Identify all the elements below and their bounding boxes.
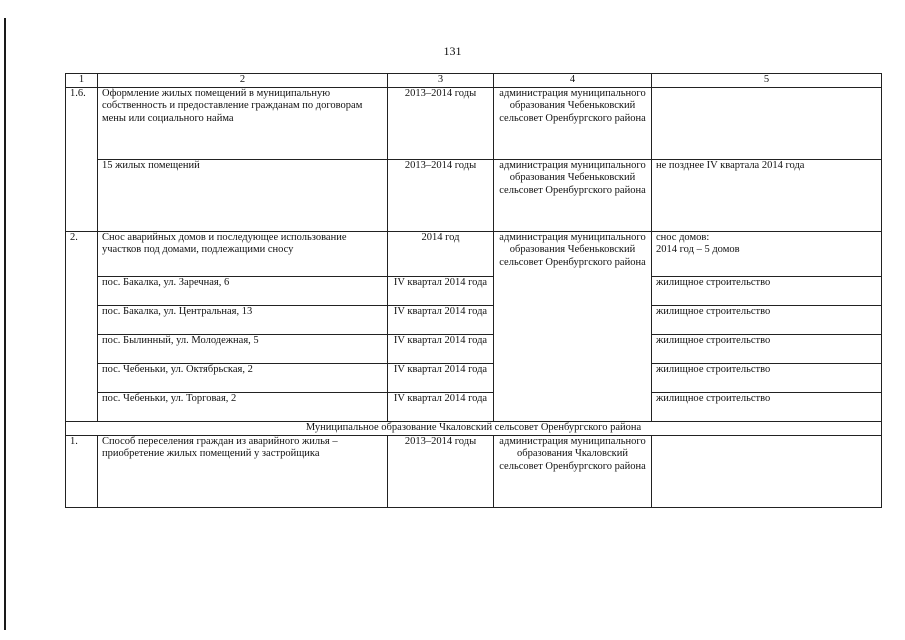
period-cell: 2013–2014 годы — [388, 435, 494, 507]
table-row — [66, 363, 882, 392]
result-cell: жилищное строительство — [652, 276, 882, 305]
event-cell: пос. Чебеньки, ул. Октябрьская, 2 — [98, 363, 388, 392]
row-number: 1.6. — [66, 87, 98, 231]
result-cell — [652, 87, 882, 159]
table-row — [66, 159, 882, 231]
col-header-1: 1 — [66, 74, 98, 88]
table-row — [66, 231, 882, 276]
period-cell: 2013–2014 годы — [388, 87, 494, 159]
table-row — [66, 276, 882, 305]
program-table — [65, 73, 882, 508]
result-line: снос домов: — [656, 231, 710, 243]
event-cell: пос. Чебеньки, ул. Торговая, 2 — [98, 392, 388, 421]
table-row — [66, 87, 882, 159]
header-row — [66, 74, 882, 88]
period-cell: 2014 год — [388, 231, 494, 276]
col-header-5: 5 — [652, 74, 882, 88]
row-number: 2. — [66, 231, 98, 421]
table-row — [66, 334, 882, 363]
period-cell: IV квартал 2014 года — [388, 305, 494, 334]
executor-cell: администрация муниципального образования Чебеньковский сельсовет Оренбургского района — [494, 87, 652, 159]
result-line: 2014 год – 5 домов — [656, 244, 740, 255]
table-row — [66, 392, 882, 421]
event-cell: Оформление жилых помещений в муниципальную собственность и предоставление гражданам по договорам мены или социального найма — [98, 87, 388, 159]
table-row — [66, 305, 882, 334]
event-cell: Способ переселения граждан из аварийного жилья – приобретение жилых помещений у застройщика — [98, 435, 388, 507]
event-cell: Снос аварийных домов и последующее использование участков под домами, подлежащими сносу — [98, 231, 388, 276]
event-cell: пос. Бакалка, ул. Центральная, 13 — [98, 305, 388, 334]
result-cell: жилищное строительство — [652, 305, 882, 334]
row-number: 1. — [66, 435, 98, 507]
result-cell: жилищное строительство — [652, 334, 882, 363]
col-header-2: 2 — [98, 74, 388, 88]
result-cell — [652, 231, 882, 276]
col-header-4: 4 — [494, 74, 652, 88]
executor-cell: администрация муниципального образования Чебеньковский сельсовет Оренбургского района — [494, 231, 652, 421]
section-row — [66, 421, 882, 435]
executor-cell: администрация муниципального образования Чебеньковский сельсовет Оренбургского района — [494, 159, 652, 231]
section-title: Муниципальное образование Чкаловский сельсовет Оренбургского района — [66, 421, 882, 435]
page-number: 131 — [443, 44, 462, 58]
col-header-3: 3 — [388, 74, 494, 88]
result-cell: жилищное строительство — [652, 392, 882, 421]
result-cell — [652, 435, 882, 507]
event-cell: 15 жилых помещений — [98, 159, 388, 231]
table-row — [66, 435, 882, 507]
event-cell: пос. Бакалка, ул. Заречная, 6 — [98, 276, 388, 305]
period-cell: IV квартал 2014 года — [388, 392, 494, 421]
period-cell: IV квартал 2014 года — [388, 363, 494, 392]
event-cell: пос. Былинный, ул. Молодежная, 5 — [98, 334, 388, 363]
period-cell: 2013–2014 годы — [388, 159, 494, 231]
executor-cell: администрация муниципального образования Чкаловский сельсовет Оренбургского района — [494, 435, 652, 507]
period-cell: IV квартал 2014 года — [388, 334, 494, 363]
period-cell: IV квартал 2014 года — [388, 276, 494, 305]
result-cell: жилищное строительство — [652, 363, 882, 392]
result-cell: не позднее IV квартала 2014 года — [652, 159, 882, 231]
left-margin-line — [4, 18, 6, 630]
